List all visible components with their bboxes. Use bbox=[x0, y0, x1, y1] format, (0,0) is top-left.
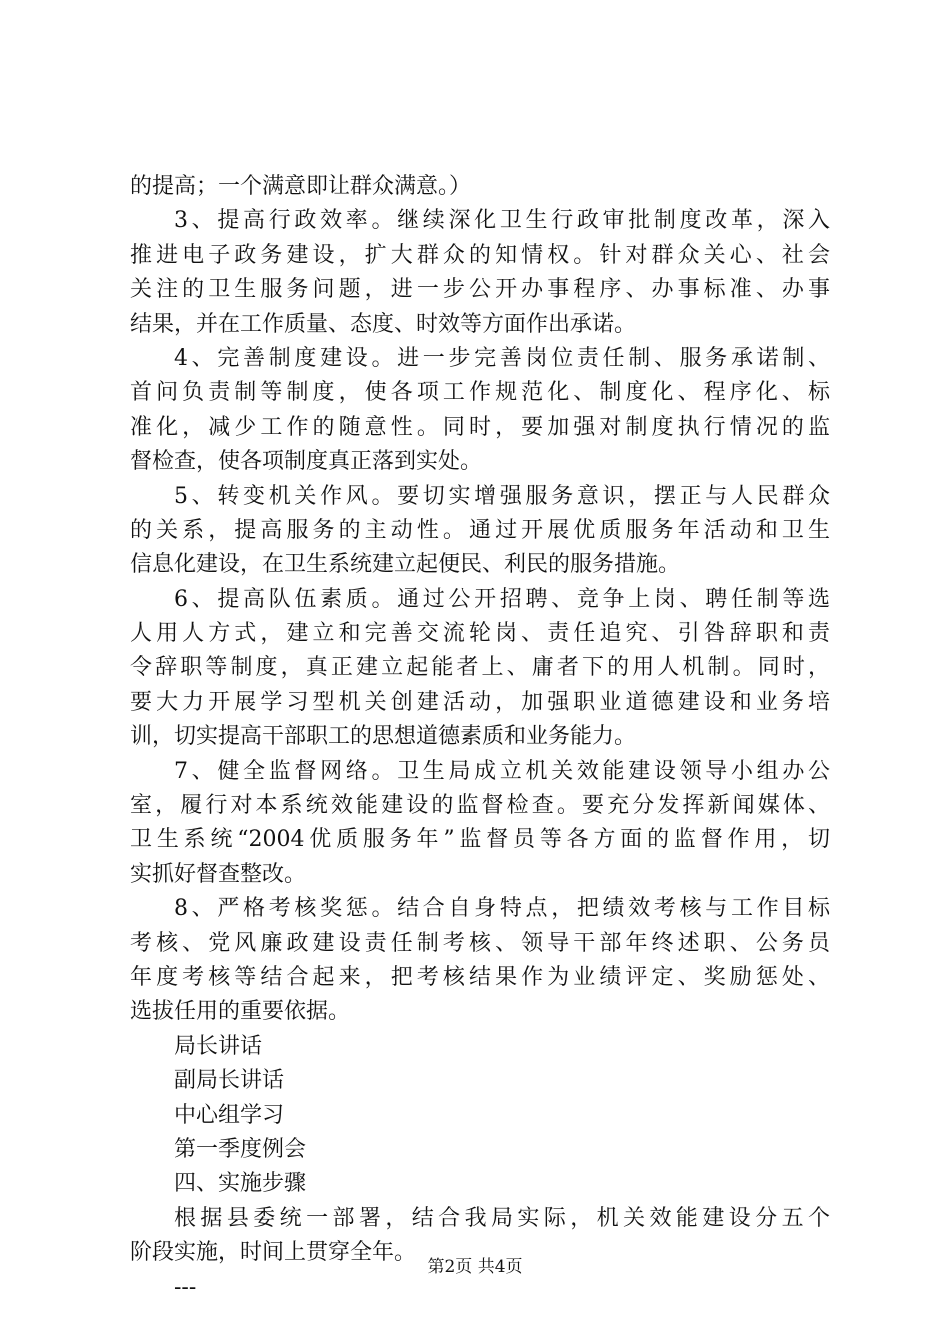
text-line: 四、实施步骤 bbox=[174, 1171, 307, 1197]
text-line: 根据县委统一部署，结合我局实际，机关效能建设分五个 bbox=[174, 1205, 830, 1231]
text-line: 年度考核等结合起来，把考核结果作为业绩评定、奖励惩处、 bbox=[130, 964, 830, 990]
text-line: 训，切实提高干部职工的思想道德素质和业务能力。 bbox=[130, 724, 637, 750]
text-line: 的关系，提高服务的主动性。通过开展优质服务年活动和卫生 bbox=[130, 517, 830, 543]
text-line: 室，履行对本系统效能建设的监督检查。要充分发挥新闻媒体、 bbox=[130, 793, 830, 819]
text-line: 的提高；一个满意即让群众满意。） bbox=[130, 174, 472, 199]
text-line: 令辞职等制度，真正建立起能者上、庸者下的用人机制。同时， bbox=[130, 655, 830, 681]
text-line: 副局长讲话 bbox=[174, 1068, 285, 1094]
text-line: 准化，减少工作的随意性。同时，要加强对制度执行情况的监 bbox=[130, 414, 830, 440]
text-line: 中心组学习 bbox=[174, 1102, 285, 1128]
text-line: 7、健全监督网络。卫生局成立机关效能建设领导小组办公 bbox=[174, 758, 830, 784]
text-line: 督检查，使各项制度真正落到实处。 bbox=[130, 449, 483, 475]
text-line: 5、转变机关作风。要切实增强服务意识，摆正与人民群众 bbox=[174, 483, 830, 509]
text-line: 8、严格考核奖惩。结合自身特点，把绩效考核与工作目标 bbox=[174, 896, 830, 922]
text-line: 推进电子政务建设，扩大群众的知情权。针对群众关心、社会 bbox=[130, 242, 830, 268]
page-footer: 第2页 共4页 bbox=[427, 1257, 523, 1277]
text-line: 关注的卫生服务问题，进一步公开办事程序、办事标准、办事 bbox=[130, 277, 830, 303]
text-line: 实抓好督查整改。 bbox=[130, 861, 307, 887]
text-line: 6、提高队伍素质。通过公开招聘、竞争上岗、聘任制等选 bbox=[174, 586, 830, 612]
text-line: --- bbox=[174, 1274, 197, 1300]
text-line: 3、提高行政效率。继续深化卫生行政审批制度改革，深入 bbox=[174, 208, 830, 234]
text-line: 第一季度例会 bbox=[174, 1136, 307, 1162]
document-body bbox=[130, 170, 830, 1305]
text-line: 人用人方式，建立和完善交流轮岗、责任追究、引咎辞职和责 bbox=[130, 621, 830, 647]
text-line: 选拔任用的重要依据。 bbox=[130, 999, 351, 1025]
text-line: 结果，并在工作质量、态度、时效等方面作出承诺。 bbox=[130, 311, 637, 337]
text-line: 局长讲话 bbox=[174, 1033, 263, 1059]
text-line: 阶段实施，时间上贯穿全年。 bbox=[130, 1240, 417, 1266]
text-line: 信息化建设，在卫生系统建立起便民、利民的服务措施。 bbox=[130, 552, 681, 578]
text-line: 考核、党风廉政建设责任制考核、领导干部年终述职、公务员 bbox=[130, 930, 830, 956]
text-line: 卫生系统“2004优质服务年”监督员等各方面的监督作用，切 bbox=[130, 827, 830, 853]
text-line: 要大力开展学习型机关创建活动，加强职业道德建设和业务培 bbox=[130, 689, 830, 715]
text-line: 4、完善制度建设。进一步完善岗位责任制、服务承诺制、 bbox=[174, 345, 830, 371]
text-line: 首问负责制等制度，使各项工作规范化、制度化、程序化、标 bbox=[130, 380, 830, 406]
